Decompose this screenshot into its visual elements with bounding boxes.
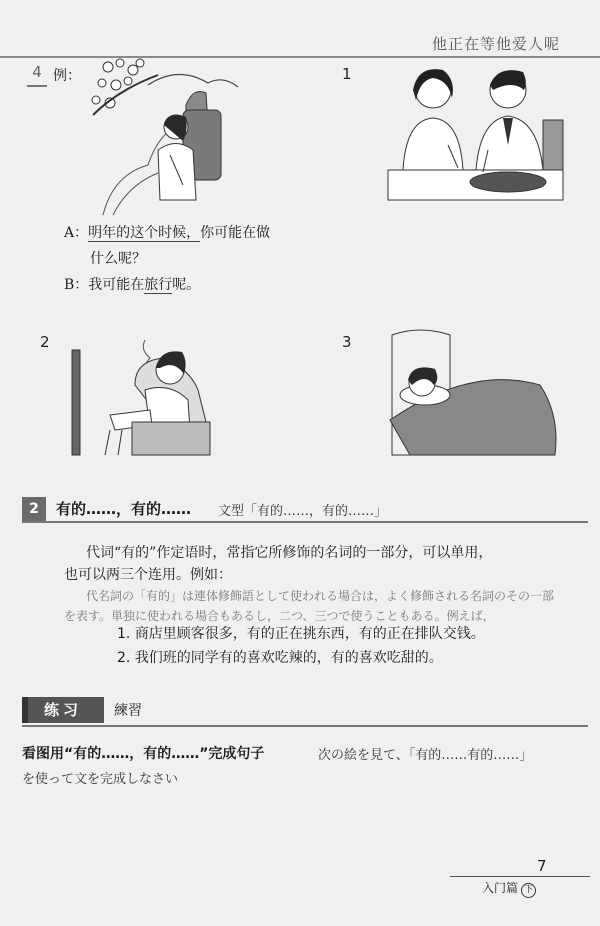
practice-instruction-cn: 看图用“有的……，有的……”完成句子 <box>22 746 265 762</box>
speaker-b-label: B： <box>64 277 89 293</box>
dialogue-text: 我可能在 <box>88 277 145 293</box>
practice-label-jp: 練習 <box>114 703 142 719</box>
practice-label-edge <box>22 697 28 723</box>
book-title: 入门篇 <box>482 881 519 895</box>
section-badge: 2 <box>22 497 46 521</box>
couple-dinner-illustration <box>388 60 563 205</box>
example-mark: 1. <box>117 626 131 642</box>
dialogue-line-a <box>64 220 270 246</box>
running-header: 他正在等他爱人呢 <box>431 35 560 53</box>
explanation-cn-line-2: 也可以两三个连用。例如： <box>64 567 232 583</box>
speaker-a-label: A： <box>64 225 89 241</box>
page-number: 7 <box>537 857 547 875</box>
book-label <box>482 879 536 898</box>
picture-number-2: 2 <box>40 333 50 351</box>
hiker-illustration <box>88 55 248 215</box>
practice-label: 练习 <box>22 697 104 723</box>
underlined-word: 旅行 <box>144 277 173 293</box>
explanation-jp-line-1: 代名詞の「有的」は連体修飾語として使われる場合は，よく修飾される名詞のその一部 <box>86 589 555 603</box>
volume-mark: 下 <box>521 883 536 898</box>
man-smoking-illustration <box>70 330 220 460</box>
picture-number-1: 1 <box>342 65 352 83</box>
example-mark: 2. <box>117 650 131 666</box>
dialogue-line-a-cont: 什么呢？ <box>90 251 146 267</box>
example-text: 我们班的同学有的喜欢吃辣的，有的喜欢吃甜的。 <box>134 650 443 666</box>
explanation-cn-line-1: 代词“有的”作定语时，常指它所修饰的名词的一部分，可以单用， <box>86 545 493 561</box>
section-subtitle: 文型「有的……，有的……」 <box>218 504 388 519</box>
picture-number-3: 3 <box>342 333 352 351</box>
section-title: 有的……，有的…… <box>56 500 192 518</box>
example-sentence-2 <box>117 647 443 667</box>
example-sentence-1 <box>117 623 485 643</box>
example-label: 例： <box>53 68 81 84</box>
practice-instruction-jp-1: 次の絵を見て、「有的……有的……」 <box>318 748 533 763</box>
exercise-number: 4 <box>27 63 47 87</box>
practice-rule <box>22 725 588 727</box>
section-rule <box>22 521 588 523</box>
footer-rule <box>450 876 590 877</box>
dialogue-text: 呢。 <box>172 277 201 293</box>
explanation-jp-line-2: を表す。単独に使われる場合もあるし，二つ、三つで使うこともある。例えば， <box>64 609 495 623</box>
dialogue-line-b <box>64 272 200 298</box>
example-text: 商店里顾客很多，有的正在挑东西，有的正在排队交钱。 <box>134 626 485 642</box>
dialogue-text: 你可能在做 <box>200 225 271 241</box>
underlined-phrase: 明年的这个时候， <box>88 225 201 241</box>
practice-instruction-jp-2: を使って文を完成しなさい <box>22 772 179 787</box>
woman-sleeping-illustration <box>390 325 560 460</box>
